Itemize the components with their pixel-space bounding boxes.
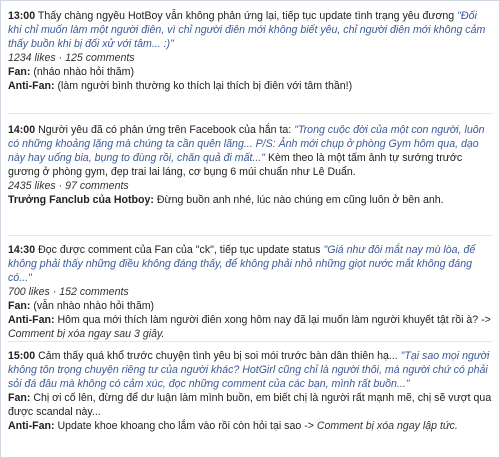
comment-text: (làm người bình thường ko thích lại thích bị điên với tâm thần!) — [57, 80, 353, 92]
post-body — [8, 9, 493, 51]
post-text: Thấy chàng ngyêu HotBoy vẫn không phản ứng lại, tiếp tục update tình trạng yêu đương — [37, 10, 455, 22]
status-quote: "Trong cuộc đời của một con người, luôn có những khoảng lặng mà chúng ta cần quên lãng... P/S: Ảnh mới chụp ở phòng Gym hôm qua, dạo này hay uống bia, bụng to đùng rồi, chăn quả đi mất..." — [8, 124, 485, 164]
comment-text: Update khoe khoang cho lắm vào rồi còn hỏi tại sao -> — [57, 420, 314, 432]
comment — [8, 65, 493, 79]
comment-note: Comment bị xóa ngay sau 3 giây. — [8, 328, 165, 340]
comment — [8, 419, 493, 433]
status-quote: "Giá như đôi mắt nay mù lòa, để không phải thấy những điều không đáng thấy, để không phải nhỏ những giọt nước mắt không đáng có..." — [8, 244, 476, 284]
post-stats: 1234 likes · 125 comments — [8, 52, 135, 64]
post-1500 — [8, 349, 493, 433]
comment-text: (nháo nhào hỏi thăm) — [33, 66, 135, 78]
comment-author: Anti-Fan: — [8, 314, 55, 326]
comment — [8, 391, 493, 419]
post-time: 14:30 — [8, 244, 36, 256]
comment-author: Fan: — [8, 66, 31, 78]
comment-note: Comment bị xóa ngay lập tức. — [316, 420, 458, 432]
comment-text: Hôm qua mới thích làm người điên xong hôm nay đã lại muốn làm người khuyết tật rồi à? -> — [57, 314, 491, 326]
comment-author: Trưởng Fanclub của Hotboy: — [8, 194, 154, 206]
comment-text: Đừng buồn anh nhé, lúc nào chúng em cũng luôn ở bên anh. — [156, 194, 444, 206]
comment — [8, 313, 493, 341]
divider — [8, 341, 493, 342]
comment-author: Fan: — [8, 392, 31, 404]
post-text: Đọc được comment của Fan của "ck", tiếp tục update status — [38, 244, 321, 256]
post-text-extra: Kèm theo là một tấm ảnh tự sướng trước gương ở phòng gym, đẹp trai lai láng, cơ bụng 6 múi chuẩn như Lê Duẩn. — [8, 152, 463, 178]
post-time: 13:00 — [8, 10, 36, 22]
status-quote: "Tại sao mọi người không tôn trọng chuyện riêng tư của người khác? HotGirl cũng chỉ là người thôi, mà người chứ có phải sỏi đá đâu mà không có cảm xúc, đọc những comment của các bạn, mình rất buồn..." — [8, 350, 490, 390]
post-1300 — [8, 9, 493, 93]
comment-author: Fan: — [8, 300, 31, 312]
divider — [8, 113, 493, 114]
comment-author: Anti-Fan: — [8, 80, 55, 92]
post-text: Cảm thấy quá khổ trước chuyện tình yêu bị soi mói trước bàn dân thiên hạ... — [38, 350, 398, 362]
post-body — [8, 123, 493, 179]
post-stats: 2435 likes · 97 comments — [8, 180, 129, 192]
post-1430 — [8, 243, 493, 341]
comment-text: (vẫn nhào nhào hỏi thăm) — [33, 300, 155, 312]
status-quote: "Đối khi chỉ muốn làm một người điên, vì chỉ người điên mới không biết yêu, chỉ người điên mới không cảm thấy buồn khi bị đối xử với tâm... :)" — [8, 10, 486, 50]
post-time: 15:00 — [8, 350, 36, 362]
comment — [8, 79, 493, 93]
divider — [8, 235, 493, 236]
post-time: 14:00 — [8, 124, 36, 136]
post-1400 — [8, 123, 493, 207]
post-body — [8, 243, 493, 285]
comment — [8, 193, 493, 207]
comment-text: Chị ơi cố lên, đừng để dư luận làm mình buồn, em biết chị là người rất mạnh mẽ, chị sẽ vượt qua được scandal này... — [8, 392, 492, 418]
comment-author: Anti-Fan: — [8, 420, 55, 432]
post-stats: 700 likes · 152 comments — [8, 286, 129, 298]
post-body — [8, 349, 493, 391]
post-text: Người yêu đã có phản ứng trên Facebook của hắn ta: — [38, 124, 292, 136]
comment — [8, 299, 493, 313]
